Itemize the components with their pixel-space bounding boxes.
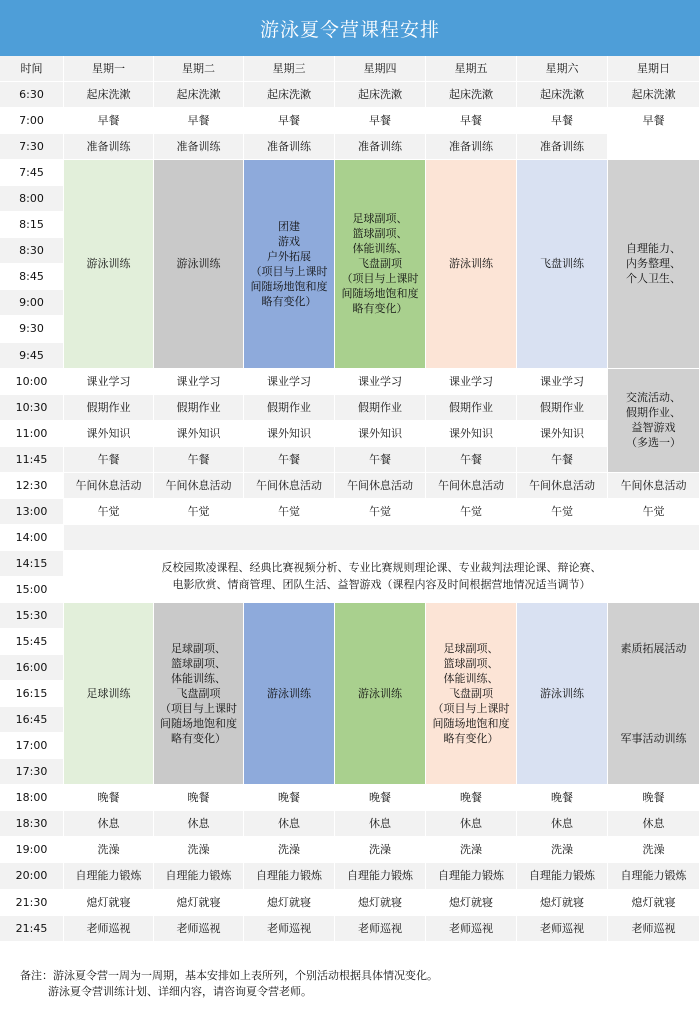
time-cell: 8:15: [0, 212, 64, 238]
table-cell: 课业学习: [64, 369, 154, 395]
morning-block: 游泳训练: [154, 160, 244, 368]
time-cell: 16:45: [0, 707, 64, 733]
table-cell: 熄灯就寝: [335, 890, 426, 916]
afternoon-block: 游泳训练: [244, 603, 335, 785]
time-cell: 11:45: [0, 447, 64, 473]
table-cell: 午餐: [517, 447, 608, 473]
table-cell: 起床洗漱: [244, 82, 335, 108]
table-cell: 午间休息活动: [608, 473, 700, 499]
table-cell: 晚餐: [64, 785, 154, 811]
table-cell: 自理能力锻炼: [608, 863, 700, 889]
table-cell: 假期作业: [64, 395, 154, 421]
table-cell: 起床洗漱: [64, 82, 154, 108]
table-cell: 自理能力锻炼: [517, 863, 608, 889]
time-cell: 6:30: [0, 82, 64, 108]
table-cell: 自理能力锻炼: [154, 863, 244, 889]
table-cell: 假期作业: [426, 395, 517, 421]
table-cell: 早餐: [154, 108, 244, 134]
table-cell: 准备训练: [154, 134, 244, 160]
table-cell: 休息: [64, 811, 154, 837]
table-cell: 午觉: [154, 499, 244, 525]
schedule-table: [0, 56, 700, 942]
table-cell: 课业学习: [154, 369, 244, 395]
table-cell: 晚餐: [335, 785, 426, 811]
time-cell: 21:45: [0, 916, 64, 942]
table-cell: 午间休息活动: [244, 473, 335, 499]
table-cell: 午间休息活动: [335, 473, 426, 499]
table-cell: 洗澡: [426, 837, 517, 863]
table-cell: 自理能力锻炼: [335, 863, 426, 889]
time-cell: 17:00: [0, 733, 64, 759]
table-cell: 午间休息活动: [64, 473, 154, 499]
sunday-afternoon-activity-1: 素质拓展活动: [620, 641, 687, 655]
notes: [20, 968, 438, 1000]
table-cell: 洗澡: [608, 837, 700, 863]
table-cell: 早餐: [517, 108, 608, 134]
table-cell: 午觉: [426, 499, 517, 525]
table-cell: 洗澡: [517, 837, 608, 863]
sunday-afternoon-activity-2: 军事活动训练: [620, 732, 687, 746]
table-cell: 洗澡: [64, 837, 154, 863]
table-cell: 准备训练: [244, 134, 335, 160]
note-line-2: 游泳夏令营训练计划、详细内容，请咨询夏令营老师。: [48, 985, 312, 998]
table-cell: 午餐: [426, 447, 517, 473]
table-cell: 洗澡: [154, 837, 244, 863]
time-cell: 8:00: [0, 186, 64, 212]
table-cell: 起床洗漱: [517, 82, 608, 108]
table-cell: 午觉: [244, 499, 335, 525]
afternoon-block: 足球副项、 篮球副项、 体能训练、 飞盘副项 （项目与上课时间随场地饱和度略有变化）: [154, 603, 244, 785]
table-cell: 休息: [426, 811, 517, 837]
table-cell: 休息: [608, 811, 700, 837]
header-cell: 时间: [0, 56, 64, 82]
time-cell: 14:15: [0, 551, 64, 577]
time-cell: 10:30: [0, 395, 64, 421]
table-cell: 早餐: [244, 108, 335, 134]
time-cell: 16:15: [0, 681, 64, 707]
time-cell: 11:00: [0, 421, 64, 447]
table-cell: 老师巡视: [244, 916, 335, 942]
table-cell: 老师巡视: [608, 916, 700, 942]
table-cell: 课业学习: [244, 369, 335, 395]
table-cell: 熄灯就寝: [608, 890, 700, 916]
table-cell: 课外知识: [244, 421, 335, 447]
header-cell: 星期一: [64, 56, 154, 82]
table-cell: 老师巡视: [64, 916, 154, 942]
morning-block: 游泳训练: [426, 160, 517, 368]
table-cell: 起床洗漱: [335, 82, 426, 108]
table-cell: 课外知识: [64, 421, 154, 447]
table-cell: 起床洗漱: [426, 82, 517, 108]
time-cell: 8:30: [0, 238, 64, 264]
table-cell: 晚餐: [244, 785, 335, 811]
table-cell: 早餐: [426, 108, 517, 134]
sunday-afternoon-block: [608, 603, 700, 785]
table-cell: 午觉: [64, 499, 154, 525]
time-cell: 14:00: [0, 525, 64, 551]
morning-block: 游泳训练: [64, 160, 154, 368]
table-cell: 晚餐: [608, 785, 700, 811]
table-cell: 洗澡: [244, 837, 335, 863]
table-cell: 课业学习: [426, 369, 517, 395]
time-cell: 15:45: [0, 629, 64, 655]
table-cell: 老师巡视: [335, 916, 426, 942]
table-cell: 午觉: [517, 499, 608, 525]
time-cell: 17:30: [0, 759, 64, 785]
morning-block: 自理能力、 内务整理、 个人卫生、: [608, 160, 700, 368]
time-cell: 10:00: [0, 369, 64, 395]
table-cell: 假期作业: [335, 395, 426, 421]
page-title: 游泳夏令营课程安排: [0, 0, 700, 56]
table-cell: 早餐: [608, 108, 700, 134]
afternoon-block: 足球副项、 篮球副项、 体能训练、 飞盘副项 （项目与上课时间随场地饱和度略有变化）: [426, 603, 517, 785]
header-cell: 星期四: [335, 56, 426, 82]
table-cell: 起床洗漱: [608, 82, 700, 108]
time-cell: 7:30: [0, 134, 64, 160]
time-cell: 15:00: [0, 577, 64, 603]
table-cell: 熄灯就寝: [426, 890, 517, 916]
table-cell: 准备训练: [426, 134, 517, 160]
time-cell: 7:45: [0, 160, 64, 186]
time-cell: 21:30: [0, 890, 64, 916]
table-cell: 午餐: [244, 447, 335, 473]
morning-block: 团建 游戏 户外拓展 （项目与上课时间随场地饱和度略有变化）: [244, 160, 335, 368]
afternoon-block: 游泳训练: [335, 603, 426, 785]
time-cell: 9:30: [0, 316, 64, 342]
table-cell: 准备训练: [64, 134, 154, 160]
table-cell: 午觉: [608, 499, 700, 525]
time-cell: 9:45: [0, 343, 64, 369]
time-cell: 19:00: [0, 837, 64, 863]
table-cell: 课外知识: [426, 421, 517, 447]
table-cell: 午觉: [335, 499, 426, 525]
time-cell: 20:00: [0, 863, 64, 889]
afternoon-block: 足球训练: [64, 603, 154, 785]
header-cell: 星期六: [517, 56, 608, 82]
table-cell: 课外知识: [154, 421, 244, 447]
table-cell: 晚餐: [154, 785, 244, 811]
table-cell: 熄灯就寝: [244, 890, 335, 916]
table-cell: 假期作业: [517, 395, 608, 421]
time-cell: 16:00: [0, 655, 64, 681]
table-cell: 自理能力锻炼: [64, 863, 154, 889]
table-cell: 晚餐: [426, 785, 517, 811]
empty-cell: [608, 134, 700, 160]
table-cell: 自理能力锻炼: [244, 863, 335, 889]
table-cell: 准备训练: [517, 134, 608, 160]
time-cell: 15:30: [0, 603, 64, 629]
table-cell: 起床洗漱: [154, 82, 244, 108]
morning-block: 足球副项、 篮球副项、 体能训练、 飞盘副项 （项目与上课时间随场地饱和度略有变化）: [335, 160, 426, 368]
empty-cell: [64, 525, 700, 551]
table-cell: 课外知识: [517, 421, 608, 447]
time-cell: 12:30: [0, 473, 64, 499]
time-cell: 8:45: [0, 264, 64, 290]
header-cell: 星期二: [154, 56, 244, 82]
table-cell: 老师巡视: [154, 916, 244, 942]
sunday-midday-block: 交流活动、 假期作业、 益智游戏 （多选一）: [608, 369, 700, 473]
header-cell: 星期日: [608, 56, 700, 82]
table-cell: 早餐: [64, 108, 154, 134]
table-cell: 熄灯就寝: [154, 890, 244, 916]
time-cell: 13:00: [0, 499, 64, 525]
header-cell: 星期三: [244, 56, 335, 82]
table-cell: 课业学习: [335, 369, 426, 395]
note-line-1: 备注：游泳夏令营一周为一周期，基本安排如上表所列，个别活动根据具体情况变化。: [20, 969, 438, 982]
table-cell: 休息: [335, 811, 426, 837]
table-cell: 午餐: [154, 447, 244, 473]
table-cell: 熄灯就寝: [517, 890, 608, 916]
table-cell: 课外知识: [335, 421, 426, 447]
afternoon-block: 游泳训练: [517, 603, 608, 785]
table-cell: 洗澡: [335, 837, 426, 863]
table-cell: 午间休息活动: [426, 473, 517, 499]
table-cell: 准备训练: [335, 134, 426, 160]
table-cell: 午餐: [64, 447, 154, 473]
table-cell: 休息: [244, 811, 335, 837]
table-cell: 午间休息活动: [154, 473, 244, 499]
table-cell: 休息: [517, 811, 608, 837]
table-cell: 晚餐: [517, 785, 608, 811]
morning-block: 飞盘训练: [517, 160, 608, 368]
time-cell: 9:00: [0, 290, 64, 316]
table-cell: 午餐: [335, 447, 426, 473]
time-cell: 18:00: [0, 785, 64, 811]
table-cell: 假期作业: [154, 395, 244, 421]
table-cell: 休息: [154, 811, 244, 837]
afternoon-program: 反校园欺凌课程、经典比赛视频分析、专业比赛规则理论课、专业裁判法理论课、辩论赛、 电影欣赏、情商管理、团队生活、益智游戏（课程内容及时间根据营地情况适当调节）: [64, 551, 700, 603]
table-cell: 自理能力锻炼: [426, 863, 517, 889]
table-cell: 老师巡视: [517, 916, 608, 942]
table-cell: 课业学习: [517, 369, 608, 395]
table-cell: 老师巡视: [426, 916, 517, 942]
table-cell: 假期作业: [244, 395, 335, 421]
time-cell: 18:30: [0, 811, 64, 837]
table-cell: 午间休息活动: [517, 473, 608, 499]
time-cell: 7:00: [0, 108, 64, 134]
header-cell: 星期五: [426, 56, 517, 82]
table-cell: 早餐: [335, 108, 426, 134]
table-cell: 熄灯就寝: [64, 890, 154, 916]
